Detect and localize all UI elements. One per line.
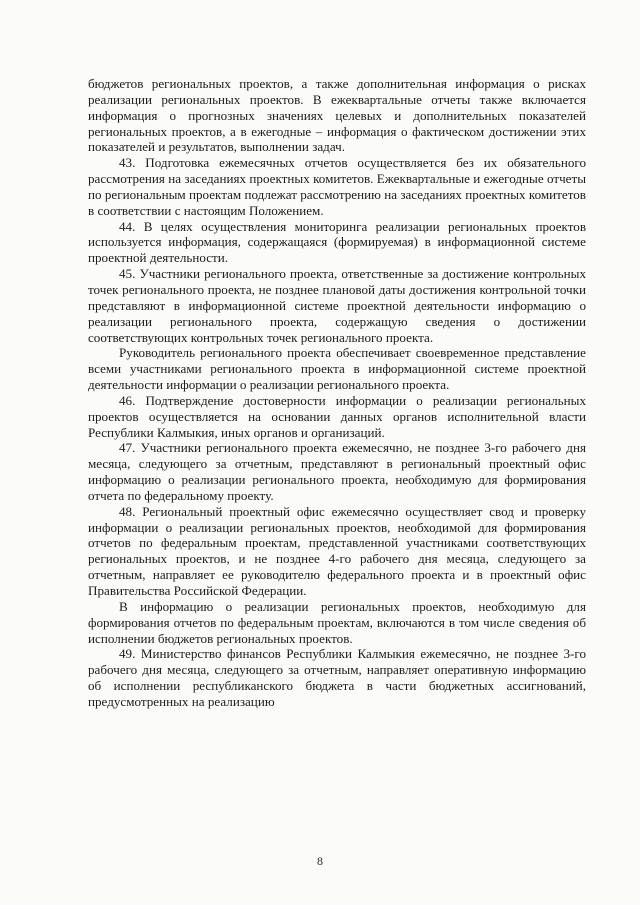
page-number: 8	[317, 854, 323, 868]
paragraph-48: 48. Региональный проектный офис ежемесячно осуществляет свод и проверку информации о реализации региональных проектов, необходимой для формирования отчетов по федеральным проектам, представленной участниками соответствующих региональных проектов, и не позднее 4-го рабочего дня месяца, следующего за отчетным, направляет ее руководителю федерального проекта и в проектный офис Правительства Российской Федерации.	[88, 503, 586, 598]
paragraph-45-supervisor: Руководитель регионального проекта обеспечивает своевременное представление всеми участниками регионального проекта в информационной системе проектной деятельности информации о реализации регионального проекта.	[88, 345, 586, 393]
paragraph-47: 47. Участники регионального проекта ежемесячно, не позднее 3-го рабочего дня месяца, следующего за отчетным, представляют в региональный проектный офис информацию о реализации регионального проекта, необходимую для формирования отчета по федеральному проекту.	[88, 440, 586, 503]
document-body	[88, 76, 586, 710]
paragraph-45: 45. Участники регионального проекта, ответственные за достижение контрольных точек регионального проекта, не позднее плановой даты достижения контрольной точки представляют в информационной системе проектной деятельности информацию о реализации регионального проекта, содержащую сведения о достижении соответствующих контрольных точек регионального проекта.	[88, 266, 586, 345]
paragraph-46: 46. Подтверждение достоверности информации о реализации региональных проектов осуществляется на основании данных органов исполнительной власти Республики Калмыкия, иных органов и организаций.	[88, 392, 586, 440]
paragraph-43: 43. Подготовка ежемесячных отчетов осуществляется без их обязательного рассмотрения на заседаниях проектных комитетов. Ежеквартальные и ежегодные отчеты по региональным проектам подлежат рассмотрению на заседаниях проектных комитетов в соответствии с настоящим Положением.	[88, 155, 586, 218]
paragraph-48-budget: В информацию о реализации региональных проектов, необходимую для формирования отчетов по федеральным проектам, включаются в том числе сведения об исполнении бюджетов региональных проектов.	[88, 598, 586, 646]
paragraph-49: 49. Министерство финансов Республики Калмыкия ежемесячно, не позднее 3-го рабочего дня месяца, следующего за отчетным, направляет оперативную информацию об исполнении республиканского бюджета в части бюджетных ассигнований, предусмотренных на реализацию	[88, 646, 586, 709]
paragraph-continuation: бюджетов региональных проектов, а также дополнительная информация о рисках реализации региональных проектов. В ежеквартальные отчеты также включается информация о прогнозных значениях целевых и дополнительных показателей региональных проектов, а в ежегодные – информация о фактическом достижении этих показателей и результатов, выполнении задач.	[88, 76, 586, 155]
paragraph-44: 44. В целях осуществления мониторинга реализации региональных проектов используется информация, содержащаяся (формируемая) в информационной системе проектной деятельности.	[88, 218, 586, 266]
